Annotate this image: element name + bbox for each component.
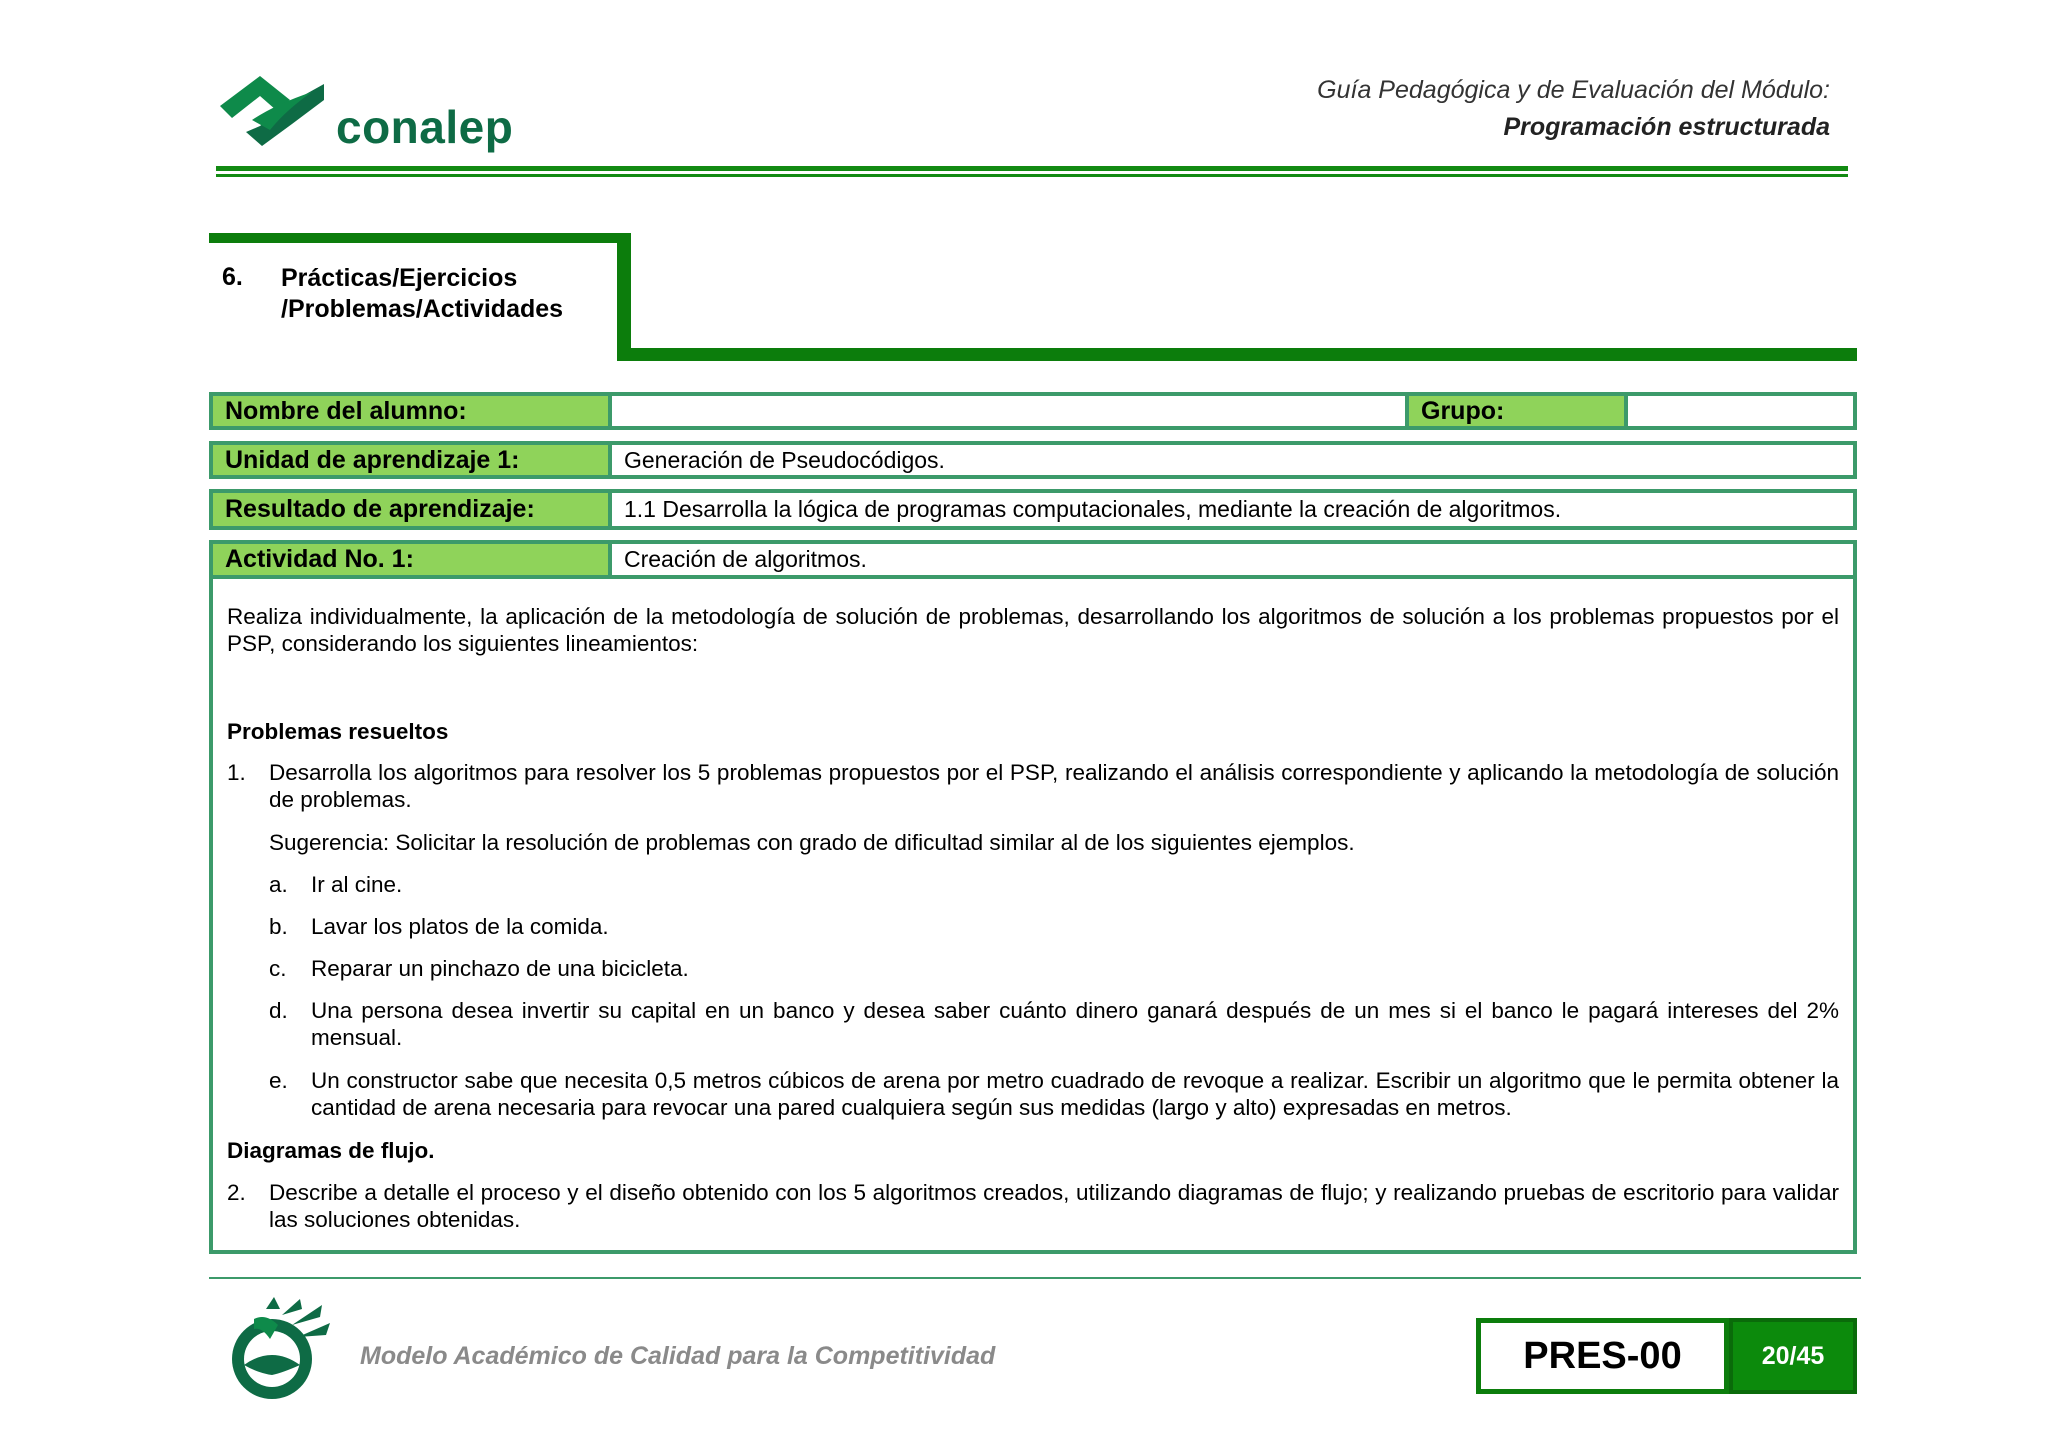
group-field[interactable] bbox=[1628, 396, 1853, 426]
section-title bbox=[281, 263, 563, 325]
page-number: 20/45 bbox=[1729, 1318, 1857, 1394]
section-title-line2: /Problemas/Actividades bbox=[281, 295, 564, 323]
unit-row bbox=[209, 441, 1857, 479]
quality-seal-icon bbox=[222, 1295, 334, 1403]
activity-label: Actividad No. 1: bbox=[213, 544, 612, 575]
example-item bbox=[227, 871, 1839, 901]
section-tab-border bbox=[209, 233, 631, 243]
module-name: Programación estructurada bbox=[1503, 113, 1830, 141]
example-text: Lavar los platos de la comida. bbox=[311, 914, 609, 939]
quality-seal bbox=[222, 1295, 334, 1403]
example-letter: c. bbox=[269, 956, 287, 981]
item-number: 1. bbox=[227, 760, 246, 785]
student-label: Nombre del alumno: bbox=[213, 396, 612, 426]
example-item bbox=[227, 955, 1839, 985]
example-text: Una persona desea invertir su capital en un banco y desea saber cuánto dinero ganará después de un mes si el banco le pagará intereses del 2% mensual. bbox=[311, 998, 1839, 1050]
activity-value: Creación de algoritmos. bbox=[624, 546, 867, 572]
student-name-field[interactable] bbox=[612, 396, 1409, 426]
header-divider-secondary bbox=[216, 174, 1848, 177]
example-item bbox=[227, 997, 1839, 1057]
item-text: Desarrolla los algoritmos para resolver los 5 problemas propuestos por el PSP, realizando el análisis correspondiente y aplicando la metodología de solución de problemas. bbox=[269, 760, 1839, 812]
example-letter: b. bbox=[269, 914, 288, 939]
heading-solved-problems: Problemas resueltos bbox=[227, 719, 449, 744]
logo-wordmark: conalep bbox=[336, 101, 514, 153]
suggestion-text: Sugerencia: Solicitar la resolución de problemas con grado de dificultad similar al de los siguientes ejemplos. bbox=[269, 830, 1355, 855]
result-label: Resultado de aprendizaje: bbox=[213, 493, 612, 526]
heading-flowcharts: Diagramas de flujo. bbox=[227, 1138, 435, 1163]
activity-body bbox=[209, 540, 1857, 1254]
group-label: Grupo: bbox=[1409, 396, 1628, 426]
result-value: 1.1 Desarrolla la lógica de programas computacionales, mediante la creación de algoritmos. bbox=[624, 496, 1562, 522]
section-tab-border-right bbox=[617, 233, 631, 361]
example-text: Ir al cine. bbox=[311, 872, 403, 897]
unit-value: Generación de Pseudocódigos. bbox=[624, 446, 945, 473]
example-letter: d. bbox=[269, 998, 288, 1023]
example-letter: a. bbox=[269, 872, 288, 897]
section-rule bbox=[631, 348, 1857, 361]
item-text: Describe a detalle el proceso y el diseño obtenido con los 5 algoritmos creados, utilizando diagramas de flujo; y realizando pruebas de escritorio para validar las soluciones obtenidas. bbox=[269, 1180, 1839, 1232]
example-item bbox=[227, 913, 1839, 943]
example-item bbox=[227, 1067, 1839, 1127]
section-number: 6. bbox=[222, 263, 243, 291]
guide-title: Guía Pedagógica y de Evaluación del Módulo: bbox=[1317, 76, 1830, 104]
header-divider bbox=[216, 166, 1848, 171]
document-code: PRES-00 bbox=[1476, 1318, 1729, 1394]
activity-intro: Realiza individualmente, la aplicación de la metodología de solución de problemas, desarrollando los algoritmos de solución a los problemas propuestos por el PSP, considerando los siguientes lineamientos: bbox=[227, 604, 1839, 656]
list-item bbox=[227, 1179, 1839, 1239]
unit-label: Unidad de aprendizaje 1: bbox=[213, 445, 612, 475]
result-row bbox=[209, 489, 1857, 530]
section-title-line1: Prácticas/Ejercicios bbox=[281, 264, 518, 292]
example-letter: e. bbox=[269, 1068, 288, 1093]
footer-divider bbox=[209, 1277, 1861, 1279]
conalep-logo bbox=[216, 70, 516, 160]
example-text: Reparar un pinchazo de una bicicleta. bbox=[311, 956, 689, 981]
conalep-emblem-icon bbox=[216, 70, 328, 150]
footer-model-text: Modelo Académico de Calidad para la Competitividad bbox=[360, 1342, 996, 1370]
item-number: 2. bbox=[227, 1180, 246, 1205]
student-row bbox=[209, 392, 1857, 430]
list-item bbox=[227, 759, 1839, 819]
example-text: Un constructor sabe que necesita 0,5 metros cúbicos de arena por metro cuadrado de revoque a realizar. Escribir un algoritmo que le permita obtener la cantidad de arena necesaria para revocar una pared cualquiera según sus medidas (largo y alto) expresadas en metros. bbox=[311, 1068, 1839, 1120]
